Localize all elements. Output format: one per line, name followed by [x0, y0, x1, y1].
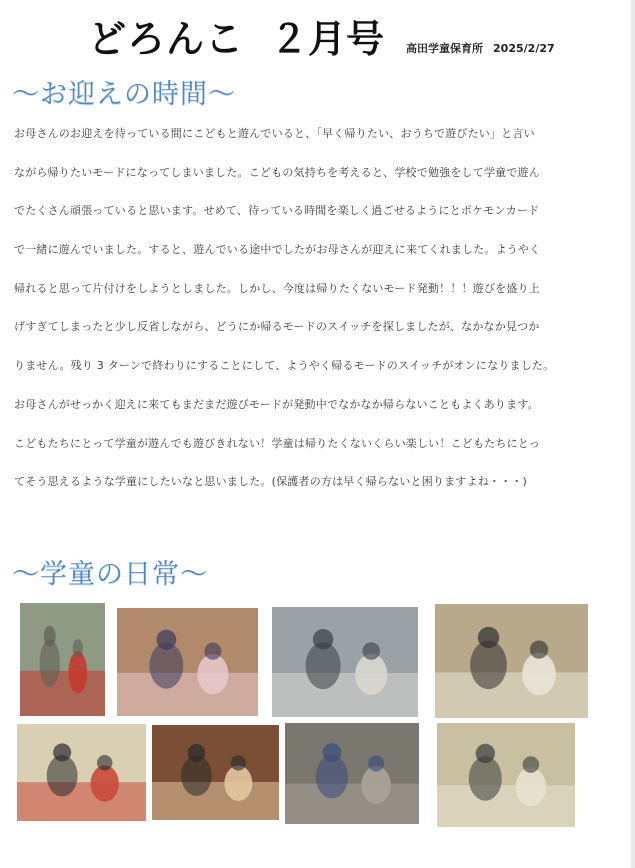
- organization-name: 高田学童保育所: [406, 42, 484, 55]
- article-line: りません。残り 3 ターンで終わりにすることにして、ようやく帰るモードのスイッチがオンになりました。: [14, 359, 555, 373]
- newsletter-title: どろんこ: [88, 17, 245, 61]
- article-line: お母さんのお迎えを待っている間にこどもと遊んでいると、「早く帰りたい、おうちで遊びたい」と言い: [14, 127, 535, 140]
- article-line: で一緒に遊んでいました。すると、遊んでいる途中でしたがお母さんが迎えに来てくれました。ようやく: [14, 243, 541, 257]
- photo-children-outdoors: [272, 607, 418, 717]
- section-heading-pickup-time: ～お迎えの時間～: [12, 79, 236, 110]
- masthead: [88, 8, 555, 61]
- article-line: でたくさん頑張っていると思います。せめて、待っている時間を楽しく過ごせるようにとポケモンカード: [14, 204, 540, 218]
- article-line: お母さんがせっかく迎えに来てもまだまだ遊びモードが発動中でなかなか帰らないこともよくあります。: [14, 397, 539, 411]
- photo-child-soccer-goal: [20, 603, 105, 716]
- issue-label: ２月号: [270, 17, 385, 61]
- article-body: [14, 124, 628, 511]
- photo-floor-play-room: [437, 723, 575, 827]
- publish-date: 2025/2/27: [493, 42, 555, 55]
- photo-card-game-floor: [435, 604, 588, 718]
- article-line: ながら帰りたいモードになってしまいました。こどもの気持ちを考えると、学校で勉強をして学童で遊ん: [14, 165, 540, 179]
- article-line: こどもたちにとって学童が遊んでも遊びきれない！学童は帰りたくないくらい楽しい！こどもたちにとっ: [14, 436, 540, 450]
- article-line: 帰れると思って片付けをしようとしました。しかし、今度は帰りたくないモード発動！！！遊びを盛り上: [14, 281, 540, 295]
- page-edge: [631, 0, 635, 868]
- article-line: げすぎてしまったと少し反省しながら、どうにか帰るモードのスイッチを探しましたが、なかなか見つか: [14, 320, 540, 334]
- photo-two-boys-reading: [17, 724, 146, 821]
- section-heading-daily-life: ～学童の日常～: [12, 559, 208, 590]
- photo-table-activity: [152, 725, 279, 820]
- photo-children-resting: [117, 608, 258, 716]
- article-line: てそう思えるような学童にしたいなと思いました。(保護者の方は早く帰らないと困りますよね・・・): [14, 475, 527, 489]
- photo-sandpit-play: [285, 723, 419, 824]
